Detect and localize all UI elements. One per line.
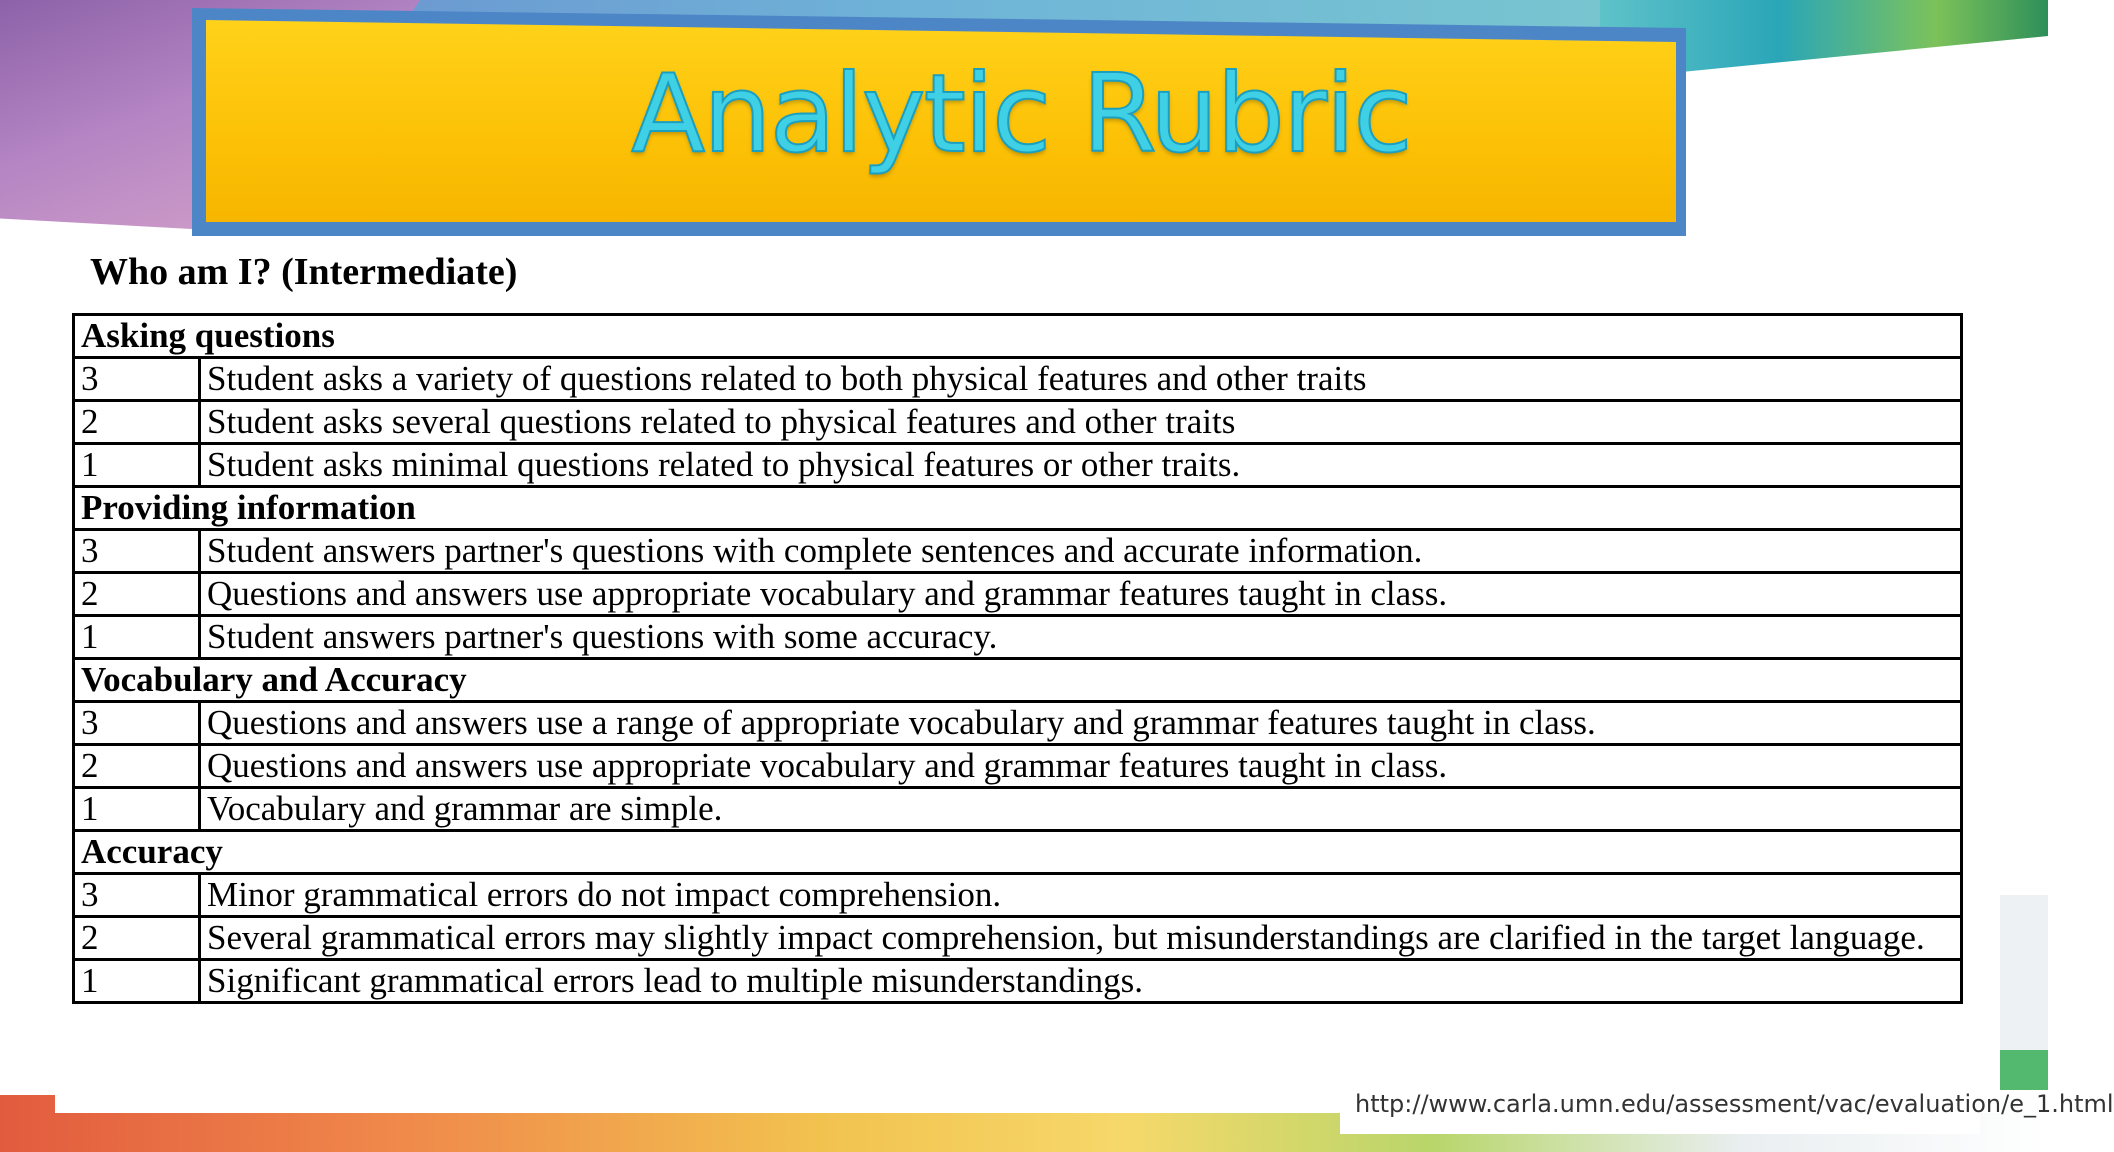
descriptor-cell: Student answers partner's questions with complete sentences and accurate information. bbox=[200, 530, 1962, 573]
category-row bbox=[74, 487, 1962, 530]
decorative-right-gray bbox=[1994, 895, 2048, 1055]
table-row bbox=[74, 960, 1962, 1003]
descriptor-cell: Several grammatical errors may slightly impact comprehension, but misunderstandings are clarified in the target language. bbox=[200, 917, 1962, 960]
category-asking-questions: Asking questions bbox=[74, 315, 1962, 358]
category-accuracy: Accuracy bbox=[74, 831, 1962, 874]
category-vocabulary-and-accuracy: Vocabulary and Accuracy bbox=[74, 659, 1962, 702]
score-cell: 3 bbox=[74, 702, 200, 745]
table-row bbox=[74, 788, 1962, 831]
rubric-table bbox=[72, 313, 1963, 1004]
table-row bbox=[74, 573, 1962, 616]
score-cell: 2 bbox=[74, 401, 200, 444]
score-cell: 1 bbox=[74, 616, 200, 659]
table-row bbox=[74, 874, 1962, 917]
category-row bbox=[74, 831, 1962, 874]
score-cell: 2 bbox=[74, 917, 200, 960]
table-row bbox=[74, 745, 1962, 788]
descriptor-cell: Student answers partner's questions with some accuracy. bbox=[200, 616, 1962, 659]
score-cell: 3 bbox=[74, 874, 200, 917]
descriptor-cell: Minor grammatical errors do not impact comprehension. bbox=[200, 874, 1962, 917]
category-row bbox=[74, 315, 1962, 358]
score-cell: 2 bbox=[74, 573, 200, 616]
slide-title: Analytic Rubric bbox=[631, 52, 1411, 177]
score-cell: 3 bbox=[74, 530, 200, 573]
table-row bbox=[74, 358, 1962, 401]
category-row bbox=[74, 659, 1962, 702]
source-url-text: http://www.carla.umn.edu/assessment/vac/evaluation/e_1.html bbox=[1355, 1090, 2114, 1118]
descriptor-cell: Questions and answers use appropriate vocabulary and grammar features taught in class. bbox=[200, 573, 1962, 616]
decorative-right-green bbox=[1994, 1050, 2048, 1090]
descriptor-cell: Student asks several questions related to physical features and other traits bbox=[200, 401, 1962, 444]
table-row bbox=[74, 917, 1962, 960]
descriptor-cell: Questions and answers use a range of appropriate vocabulary and grammar features taught in class. bbox=[200, 702, 1962, 745]
score-cell: 1 bbox=[74, 960, 200, 1003]
descriptor-cell: Significant grammatical errors lead to multiple misunderstandings. bbox=[200, 960, 1962, 1003]
table-row bbox=[74, 530, 1962, 573]
score-cell: 3 bbox=[74, 358, 200, 401]
table-row bbox=[74, 702, 1962, 745]
score-cell: 1 bbox=[74, 788, 200, 831]
descriptor-cell: Vocabulary and grammar are simple. bbox=[200, 788, 1962, 831]
descriptor-cell: Questions and answers use appropriate vocabulary and grammar features taught in class. bbox=[200, 745, 1962, 788]
table-row bbox=[74, 444, 1962, 487]
score-cell: 1 bbox=[74, 444, 200, 487]
rubric-subtitle: Who am I? (Intermediate) bbox=[90, 251, 518, 293]
source-url bbox=[1340, 1090, 2114, 1134]
category-providing-information: Providing information bbox=[74, 487, 1962, 530]
descriptor-cell: Student asks a variety of questions related to both physical features and other traits bbox=[200, 358, 1962, 401]
score-cell: 2 bbox=[74, 745, 200, 788]
table-row bbox=[74, 401, 1962, 444]
table-row bbox=[74, 616, 1962, 659]
descriptor-cell: Student asks minimal questions related to physical features or other traits. bbox=[200, 444, 1962, 487]
